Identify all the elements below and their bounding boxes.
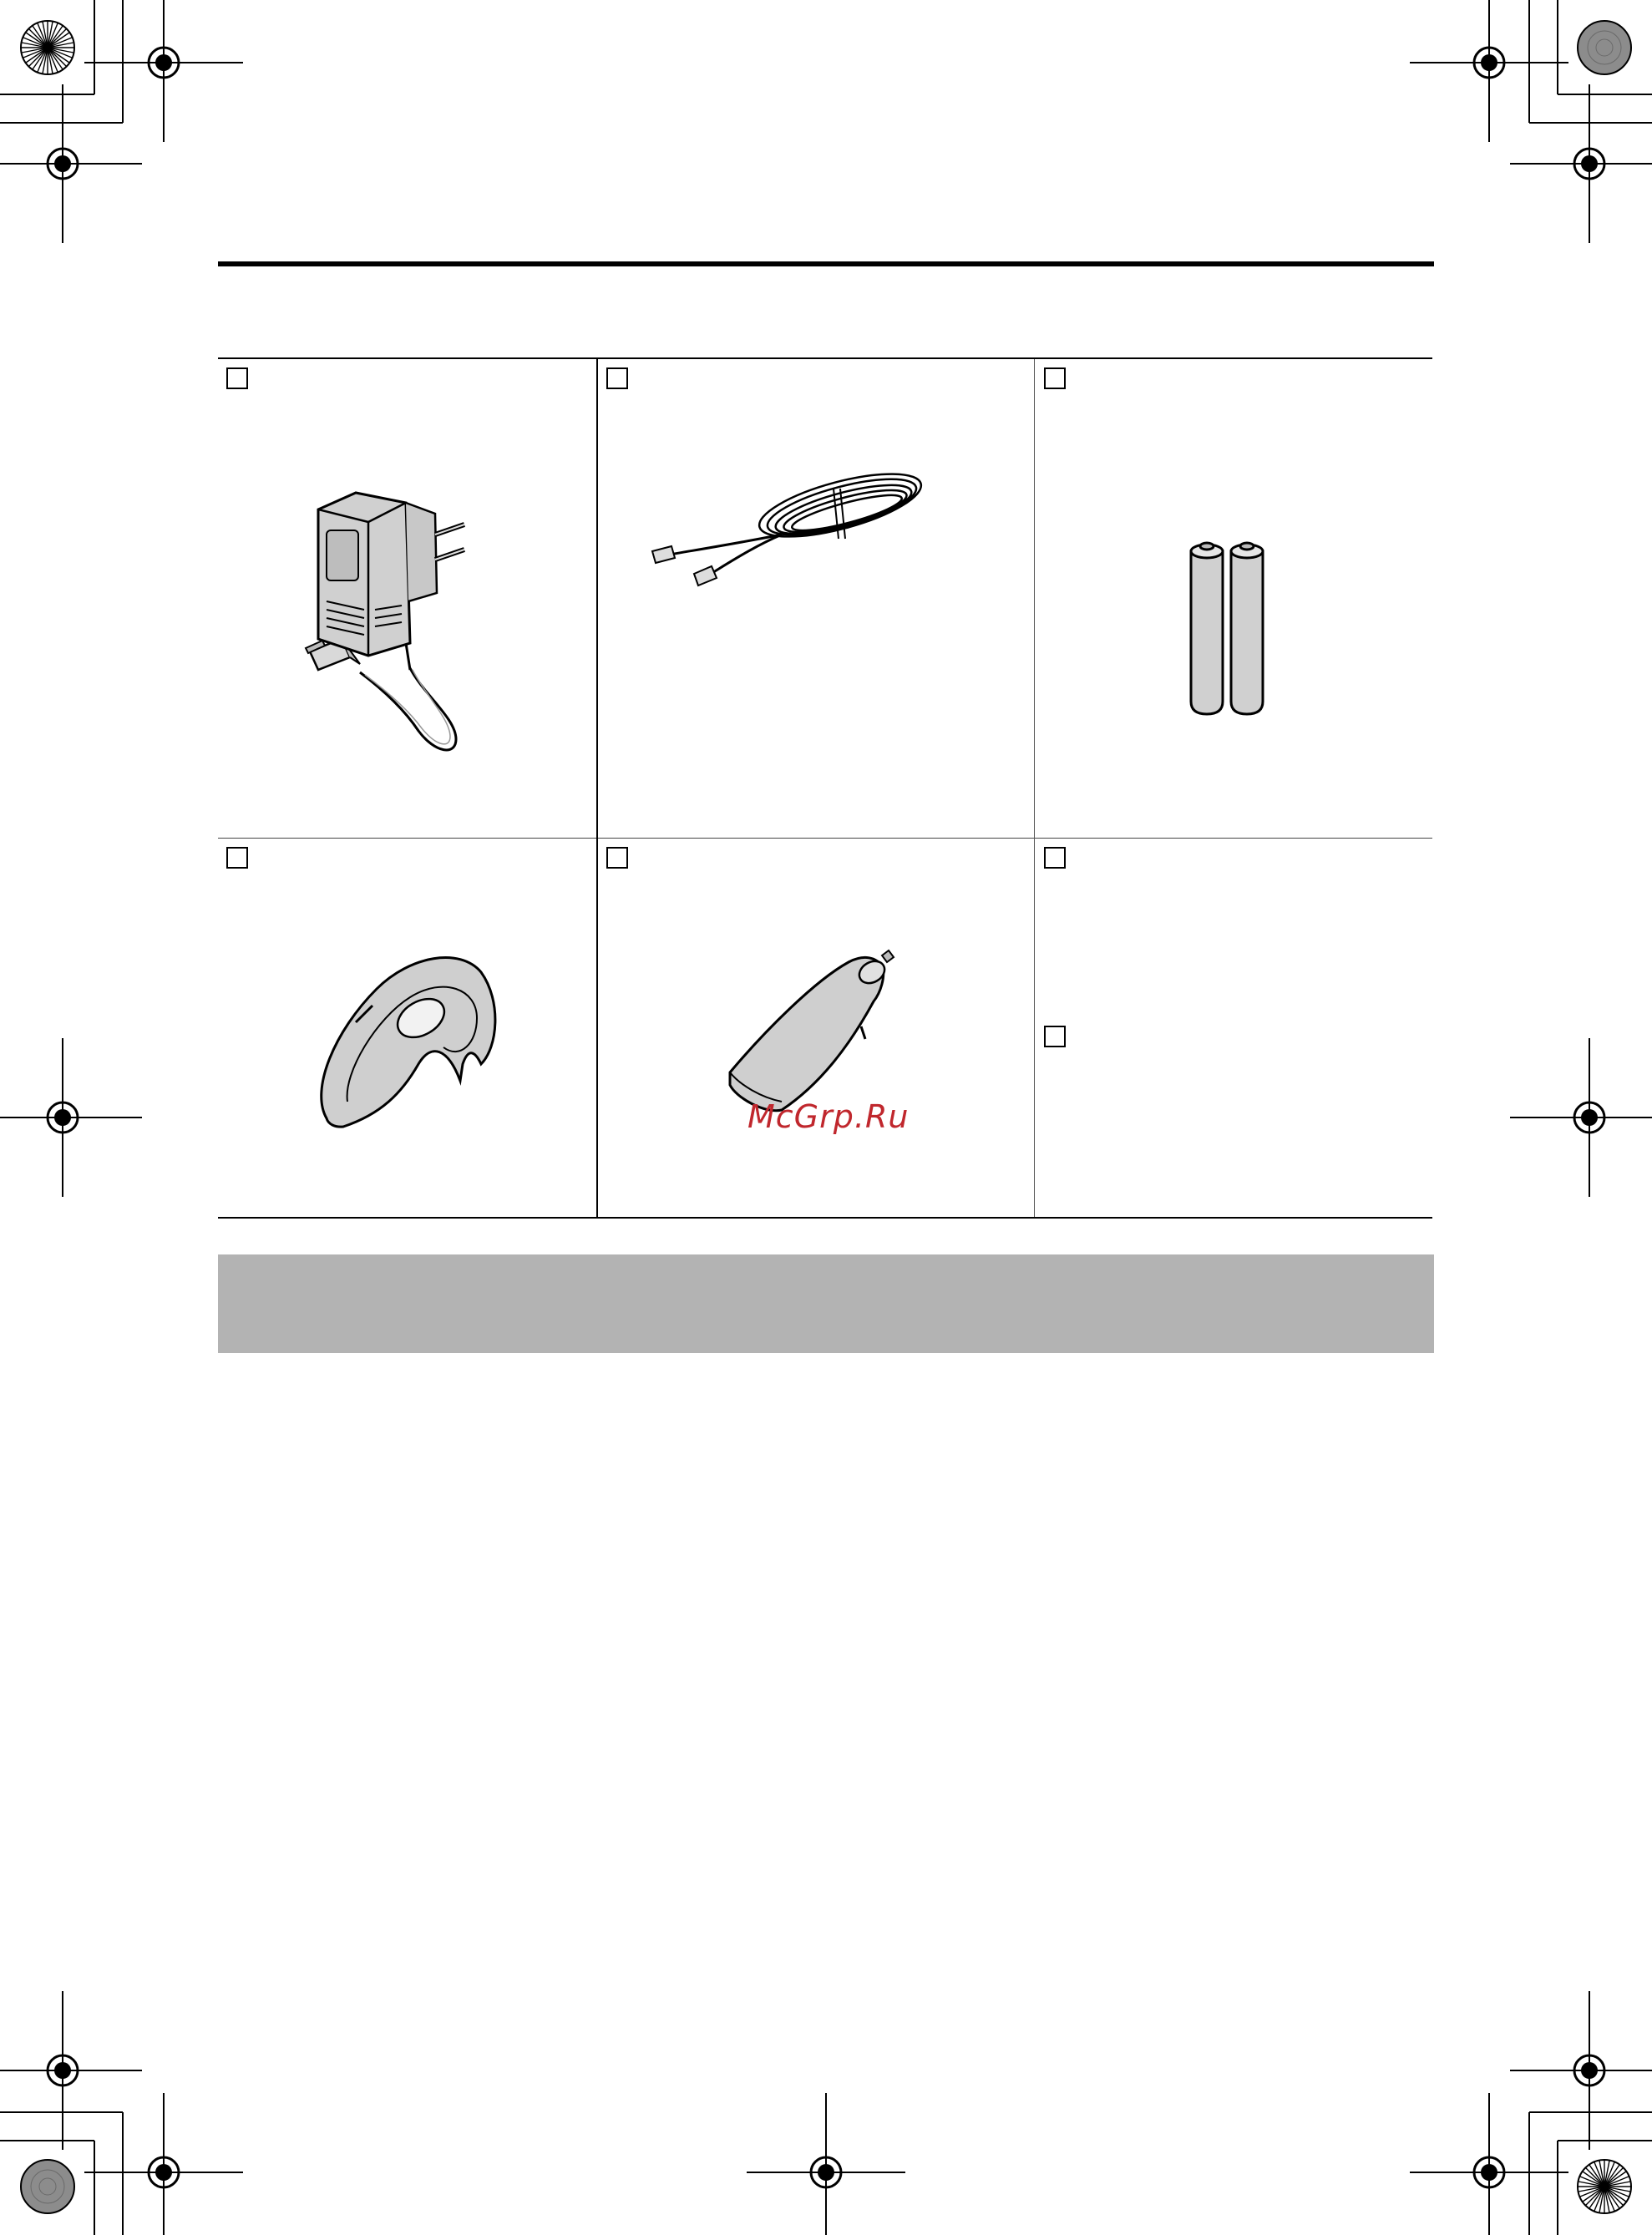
table-cell-ac-adaptor	[218, 359, 596, 838]
item-checkbox[interactable]	[1044, 367, 1066, 389]
table-bottom-border	[218, 1217, 1432, 1219]
item-checkbox[interactable]	[226, 367, 248, 389]
item-checkbox[interactable]	[1044, 1026, 1066, 1047]
batteries-icon	[1186, 535, 1278, 718]
ac-adaptor-icon	[276, 484, 519, 760]
item-checkbox[interactable]	[606, 367, 628, 389]
item-checkbox[interactable]	[606, 847, 628, 869]
belt-clip-icon	[310, 939, 510, 1139]
table-cell-handset-cover	[598, 839, 1034, 1217]
item-checkbox[interactable]	[1044, 847, 1066, 869]
section-band	[218, 1254, 1434, 1353]
table-cell-batteries	[1036, 359, 1432, 838]
table-cell-belt-clip	[218, 839, 596, 1217]
item-checkbox[interactable]	[226, 847, 248, 869]
line-cord-icon	[648, 459, 932, 593]
handset-cover-icon	[723, 947, 907, 1114]
table-column-divider	[1034, 359, 1035, 1217]
table-cell-line-cord	[598, 359, 1034, 838]
watermark: McGrp.Ru	[747, 1098, 910, 1135]
table-cell-empty	[1036, 839, 1432, 1217]
header-rule	[218, 261, 1434, 266]
